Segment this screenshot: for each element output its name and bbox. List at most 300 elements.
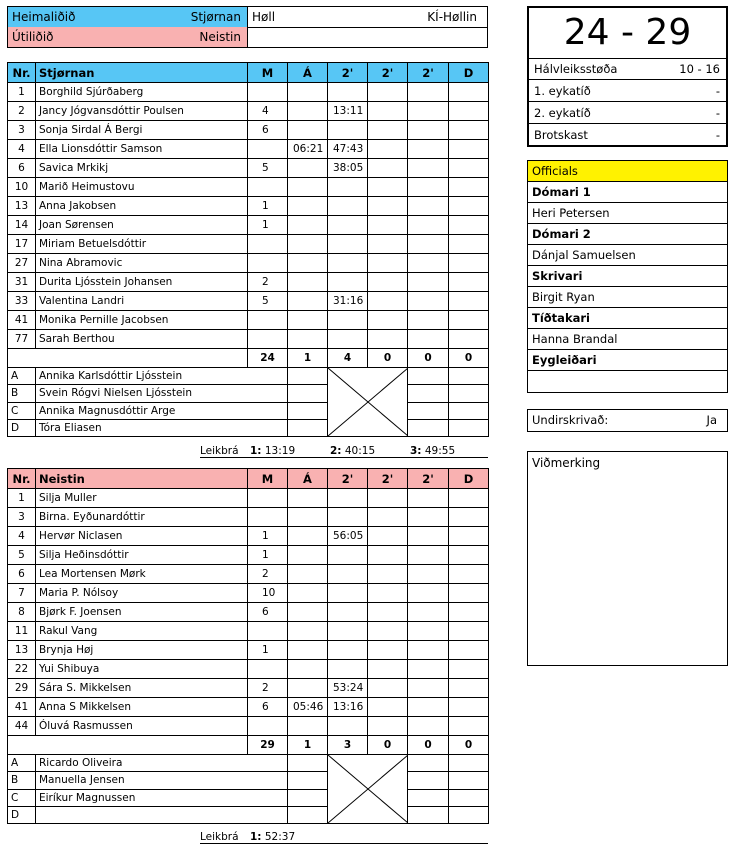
- totals-row: [8, 349, 489, 368]
- penalties-value: -: [715, 128, 720, 142]
- player-nr: 1: [8, 489, 36, 508]
- player-disqualification: [449, 603, 489, 622]
- player-goals: 2: [248, 565, 288, 584]
- staff-name: Tóra Eliasen: [36, 419, 288, 436]
- staff-row: [8, 772, 489, 789]
- staff-warning: [288, 755, 328, 772]
- extra-time-2-value: -: [715, 106, 720, 120]
- staff-letter: A: [8, 755, 36, 772]
- staff-extra-1: [408, 772, 449, 789]
- player-nr: 27: [8, 254, 36, 273]
- player-disqualification: [449, 216, 489, 235]
- staff-row: [8, 806, 489, 823]
- player-nr: 14: [8, 216, 36, 235]
- player-suspension-1: 13:11: [328, 102, 368, 121]
- player-suspension-1: [328, 565, 368, 584]
- home-team-name: Stjørnan: [190, 10, 241, 24]
- timeout-time: 40:15: [344, 445, 376, 457]
- remarks-label: Viðmerking: [532, 456, 601, 470]
- total-suspensions-3: 0: [408, 349, 449, 368]
- staff-name: Annika Karlsdóttir Ljósstein: [36, 368, 288, 385]
- player-disqualification: [449, 622, 489, 641]
- player-suspension-1: [328, 311, 368, 330]
- player-suspension-2: [368, 102, 408, 121]
- total-disqualifications: 0: [449, 349, 489, 368]
- player-suspension-3: [408, 330, 449, 349]
- totals-blank: [8, 349, 248, 368]
- extra-time-2-label: 2. eykatíð: [534, 106, 591, 120]
- player-disqualification: [449, 641, 489, 660]
- staff-letter: B: [8, 772, 36, 789]
- player-suspension-1: [328, 489, 368, 508]
- scorer-name: Birgit Ryan: [528, 287, 727, 308]
- player-suspension-2: [368, 330, 408, 349]
- total-suspensions-1: 3: [328, 736, 368, 755]
- player-player-name: Jancy Jógvansdóttir Poulsen: [36, 102, 248, 121]
- col-suspension-3-header: 2': [408, 63, 449, 83]
- player-suspension-2: [368, 508, 408, 527]
- player-suspension-1: [328, 83, 368, 102]
- player-nr: 41: [8, 698, 36, 717]
- timeout-entry: [410, 444, 455, 458]
- player-goals: 10: [248, 584, 288, 603]
- player-suspension-2: [368, 527, 408, 546]
- player-suspension-1: [328, 717, 368, 736]
- player-suspension-1: 31:16: [328, 292, 368, 311]
- player-suspension-1: [328, 178, 368, 197]
- player-suspension-3: [408, 273, 449, 292]
- score-box: [527, 6, 728, 147]
- player-warning: [288, 102, 328, 121]
- timeout-number: 2:: [330, 445, 342, 457]
- col-disqualification-header: D: [449, 469, 489, 489]
- player-goals: 5: [248, 292, 288, 311]
- timeouts-label: Leikbrá: [200, 831, 239, 843]
- player-suspension-3: [408, 546, 449, 565]
- col-nr-header: Nr.: [8, 469, 36, 489]
- col-team-header: Neistin: [36, 469, 248, 489]
- staff-extra-1: [408, 419, 449, 436]
- staff-warning: [288, 385, 328, 402]
- player-disqualification: [449, 83, 489, 102]
- player-suspension-3: [408, 292, 449, 311]
- player-goals: 1: [248, 527, 288, 546]
- player-player-name: Valentina Landri: [36, 292, 248, 311]
- player-suspension-1: 53:24: [328, 679, 368, 698]
- player-goals: 1: [248, 546, 288, 565]
- player-player-name: Monika Pernille Jacobsen: [36, 311, 248, 330]
- player-row: [8, 216, 489, 235]
- player-suspension-2: [368, 197, 408, 216]
- player-suspension-3: [408, 679, 449, 698]
- player-player-name: Maria P. Nólsoy: [36, 584, 248, 603]
- player-warning: [288, 159, 328, 178]
- player-row: [8, 489, 489, 508]
- player-row: [8, 698, 489, 717]
- player-nr: 44: [8, 717, 36, 736]
- staff-letter: B: [8, 385, 36, 402]
- player-suspension-3: [408, 508, 449, 527]
- player-player-name: Durita Ljósstein Johansen: [36, 273, 248, 292]
- player-disqualification: [449, 698, 489, 717]
- home-row: [8, 7, 487, 28]
- player-suspension-1: [328, 330, 368, 349]
- player-row: [8, 603, 489, 622]
- player-nr: 11: [8, 622, 36, 641]
- total-goals: 24: [248, 349, 288, 368]
- player-nr: 29: [8, 679, 36, 698]
- total-suspensions-2: 0: [368, 349, 408, 368]
- player-suspension-2: [368, 121, 408, 140]
- staff-extra-1: [408, 789, 449, 806]
- player-suspension-1: [328, 603, 368, 622]
- referee-1-label: Dómari 1: [528, 182, 727, 203]
- player-suspension-1: [328, 121, 368, 140]
- venue-cell: [248, 7, 487, 27]
- player-row: [8, 584, 489, 603]
- player-disqualification: [449, 102, 489, 121]
- player-goals: 5: [248, 159, 288, 178]
- signature-label: Undirskrivað:: [532, 413, 609, 427]
- player-nr: 22: [8, 660, 36, 679]
- player-row: [8, 159, 489, 178]
- home-label: Heimaliðið: [12, 10, 76, 24]
- player-player-name: Óluvá Rasmussen: [36, 717, 248, 736]
- player-warning: [288, 311, 328, 330]
- col-suspension-1-header: 2': [328, 63, 368, 83]
- player-goals: [248, 622, 288, 641]
- remarks-box: [527, 451, 728, 666]
- player-nr: 13: [8, 197, 36, 216]
- player-row: [8, 622, 489, 641]
- player-disqualification: [449, 679, 489, 698]
- staff-letter: D: [8, 806, 36, 823]
- player-goals: [248, 508, 288, 527]
- player-suspension-2: [368, 546, 408, 565]
- player-suspension-2: [368, 489, 408, 508]
- staff-warning: [288, 789, 328, 806]
- player-nr: 5: [8, 546, 36, 565]
- player-warning: [288, 330, 328, 349]
- col-suspension-1-header: 2': [328, 469, 368, 489]
- player-player-name: Hervør Niclasen: [36, 527, 248, 546]
- player-nr: 3: [8, 121, 36, 140]
- player-nr: 10: [8, 178, 36, 197]
- staff-extra-2: [449, 385, 489, 402]
- player-suspension-2: [368, 292, 408, 311]
- player-player-name: Ella Lionsdóttir Samson: [36, 140, 248, 159]
- player-row: [8, 330, 489, 349]
- player-player-name: Savica Mrkikj: [36, 159, 248, 178]
- player-suspension-1: [328, 216, 368, 235]
- staff-name: Annika Magnusdóttir Arge: [36, 402, 288, 419]
- player-row: [8, 311, 489, 330]
- total-goals: 29: [248, 736, 288, 755]
- player-nr: 6: [8, 565, 36, 584]
- player-row: [8, 565, 489, 584]
- player-nr: 41: [8, 311, 36, 330]
- player-warning: [288, 197, 328, 216]
- staff-warning: [288, 419, 328, 436]
- player-suspension-3: [408, 489, 449, 508]
- player-disqualification: [449, 121, 489, 140]
- player-goals: 6: [248, 121, 288, 140]
- player-nr: 7: [8, 584, 36, 603]
- player-suspension-2: [368, 565, 408, 584]
- player-row: [8, 508, 489, 527]
- staff-extra-2: [449, 755, 489, 772]
- player-player-name: Birna. Eyðunardóttir: [36, 508, 248, 527]
- player-goals: [248, 311, 288, 330]
- player-player-name: Lea Mortensen Mørk: [36, 565, 248, 584]
- player-nr: 13: [8, 641, 36, 660]
- staff-letter: C: [8, 789, 36, 806]
- extra-time-1-row: [529, 80, 726, 102]
- player-player-name: Joan Sørensen: [36, 216, 248, 235]
- player-goals: 1: [248, 216, 288, 235]
- player-goals: [248, 235, 288, 254]
- player-row: [8, 140, 489, 159]
- supervisor-label: Eygleiðari: [528, 350, 727, 371]
- player-suspension-3: [408, 527, 449, 546]
- cross-mark-icon: [328, 755, 408, 823]
- staff-warning: [288, 806, 328, 823]
- timeout-number: 1:: [250, 445, 262, 457]
- player-suspension-2: [368, 159, 408, 178]
- player-goals: 4: [248, 102, 288, 121]
- player-warning: [288, 178, 328, 197]
- player-suspension-3: [408, 660, 449, 679]
- staff-row: [8, 789, 489, 806]
- player-suspension-3: [408, 83, 449, 102]
- player-suspension-3: [408, 584, 449, 603]
- player-warning: [288, 717, 328, 736]
- extra-time-1-value: -: [715, 84, 720, 98]
- player-disqualification: [449, 717, 489, 736]
- staff-crossed-area: [328, 368, 408, 437]
- player-nr: 1: [8, 83, 36, 102]
- header-row: [8, 63, 489, 83]
- totals-row: [8, 736, 489, 755]
- player-suspension-1: [328, 197, 368, 216]
- player-disqualification: [449, 330, 489, 349]
- player-disqualification: [449, 178, 489, 197]
- away-label: Útiliðið: [12, 30, 54, 44]
- player-suspension-3: [408, 102, 449, 121]
- col-warning-header: Á: [288, 63, 328, 83]
- staff-letter: C: [8, 402, 36, 419]
- venue-label: Høll: [252, 10, 276, 24]
- player-suspension-2: [368, 178, 408, 197]
- player-nr: 3: [8, 508, 36, 527]
- away-extra-cell: [248, 27, 487, 47]
- supervisor-name: [528, 371, 727, 392]
- player-warning: [288, 679, 328, 698]
- away-label-cell: [8, 27, 248, 47]
- player-suspension-2: [368, 311, 408, 330]
- player-row: [8, 178, 489, 197]
- col-suspension-2-header: 2': [368, 469, 408, 489]
- staff-name: Eiríkur Magnussen: [36, 789, 288, 806]
- staff-row: [8, 368, 489, 385]
- player-goals: 1: [248, 641, 288, 660]
- timeout-number: 1:: [250, 831, 262, 843]
- player-suspension-3: [408, 698, 449, 717]
- player-suspension-1: 47:43: [328, 140, 368, 159]
- player-disqualification: [449, 489, 489, 508]
- player-nr: 6: [8, 159, 36, 178]
- player-player-name: Anna Jakobsen: [36, 197, 248, 216]
- match-info: [7, 6, 488, 48]
- player-goals: [248, 178, 288, 197]
- player-disqualification: [449, 311, 489, 330]
- player-suspension-3: [408, 235, 449, 254]
- player-player-name: Sarah Berthou: [36, 330, 248, 349]
- player-nr: 4: [8, 527, 36, 546]
- player-row: [8, 254, 489, 273]
- timeout-time: 49:55: [424, 445, 456, 457]
- penalties-row: [529, 124, 726, 146]
- player-nr: 8: [8, 603, 36, 622]
- player-nr: 31: [8, 273, 36, 292]
- staff-letter: D: [8, 419, 36, 436]
- player-suspension-3: [408, 254, 449, 273]
- col-suspension-3-header: 2': [408, 469, 449, 489]
- timeout-entry: [250, 444, 295, 458]
- player-warning: 06:21: [288, 140, 328, 159]
- totals-blank: [8, 736, 248, 755]
- player-suspension-1: [328, 641, 368, 660]
- player-player-name: Sára S. Mikkelsen: [36, 679, 248, 698]
- player-row: [8, 197, 489, 216]
- referee-1-name: Heri Petersen: [528, 203, 727, 224]
- player-warning: [288, 641, 328, 660]
- player-suspension-2: [368, 140, 408, 159]
- player-row: [8, 292, 489, 311]
- player-player-name: Yui Shibuya: [36, 660, 248, 679]
- officials-panel: [527, 160, 728, 393]
- player-disqualification: [449, 584, 489, 603]
- staff-extra-1: [408, 402, 449, 419]
- staff-warning: [288, 368, 328, 385]
- player-disqualification: [449, 197, 489, 216]
- player-suspension-2: [368, 698, 408, 717]
- player-warning: [288, 508, 328, 527]
- player-suspension-3: [408, 159, 449, 178]
- staff-row: [8, 419, 489, 436]
- staff-row: [8, 755, 489, 772]
- player-warning: [288, 622, 328, 641]
- home-timeouts: [200, 444, 488, 458]
- officials-title: Officials: [528, 161, 727, 182]
- staff-warning: [288, 402, 328, 419]
- player-suspension-1: [328, 235, 368, 254]
- player-nr: 77: [8, 330, 36, 349]
- player-suspension-3: [408, 717, 449, 736]
- player-row: [8, 102, 489, 121]
- staff-name: Manuella Jensen: [36, 772, 288, 789]
- player-row: [8, 641, 489, 660]
- player-warning: [288, 121, 328, 140]
- away-table-body: [8, 469, 489, 824]
- staff-row: [8, 402, 489, 419]
- timeout-entry: [330, 444, 375, 458]
- staff-extra-2: [449, 402, 489, 419]
- player-player-name: Brynja Høj: [36, 641, 248, 660]
- extra-time-1-label: 1. eykatíð: [534, 84, 591, 98]
- total-warnings: 1: [288, 736, 328, 755]
- total-suspensions-2: 0: [368, 736, 408, 755]
- player-warning: [288, 292, 328, 311]
- staff-letter: A: [8, 368, 36, 385]
- player-player-name: Sonja Sirdal Á Bergi: [36, 121, 248, 140]
- player-suspension-2: [368, 679, 408, 698]
- player-suspension-1: [328, 254, 368, 273]
- col-team-header: Stjørnan: [36, 63, 248, 83]
- player-suspension-1: [328, 660, 368, 679]
- player-warning: [288, 527, 328, 546]
- player-suspension-3: [408, 641, 449, 660]
- player-suspension-2: [368, 235, 408, 254]
- player-goals: 6: [248, 698, 288, 717]
- player-row: [8, 235, 489, 254]
- player-player-name: Nina Abramovic: [36, 254, 248, 273]
- player-player-name: Silja Muller: [36, 489, 248, 508]
- player-suspension-2: [368, 717, 408, 736]
- scorer-label: Skrivari: [528, 266, 727, 287]
- staff-extra-1: [408, 368, 449, 385]
- player-row: [8, 717, 489, 736]
- player-player-name: Miriam Betuelsdóttir: [36, 235, 248, 254]
- player-suspension-3: [408, 622, 449, 641]
- signature-value: Ja: [706, 413, 717, 427]
- total-disqualifications: 0: [449, 736, 489, 755]
- player-suspension-2: [368, 584, 408, 603]
- player-warning: [288, 565, 328, 584]
- signature-box: [527, 409, 728, 432]
- player-warning: [288, 254, 328, 273]
- player-player-name: Bjørk F. Joensen: [36, 603, 248, 622]
- player-suspension-2: [368, 660, 408, 679]
- referee-2-label: Dómari 2: [528, 224, 727, 245]
- player-disqualification: [449, 565, 489, 584]
- timekeeper-label: Tíðtakari: [528, 308, 727, 329]
- player-player-name: Silja Heðinsdóttir: [36, 546, 248, 565]
- halftime-row: [529, 58, 726, 80]
- timeout-time: 52:37: [264, 831, 296, 843]
- player-warning: [288, 546, 328, 565]
- player-suspension-3: [408, 565, 449, 584]
- player-goals: [248, 140, 288, 159]
- player-suspension-3: [408, 216, 449, 235]
- staff-row: [8, 385, 489, 402]
- player-suspension-2: [368, 273, 408, 292]
- col-suspension-2-header: 2': [368, 63, 408, 83]
- player-disqualification: [449, 235, 489, 254]
- referee-2-name: Dánjal Samuelsen: [528, 245, 727, 266]
- total-suspensions-3: 0: [408, 736, 449, 755]
- player-suspension-1: [328, 273, 368, 292]
- col-goals-header: M: [248, 63, 288, 83]
- player-goals: [248, 330, 288, 349]
- player-suspension-2: [368, 83, 408, 102]
- player-warning: [288, 216, 328, 235]
- timeout-time: 13:19: [264, 445, 296, 457]
- player-suspension-1: [328, 508, 368, 527]
- player-suspension-3: [408, 603, 449, 622]
- halftime-label: Hálvleiksstøða: [534, 62, 618, 76]
- home-table-body: [8, 63, 489, 437]
